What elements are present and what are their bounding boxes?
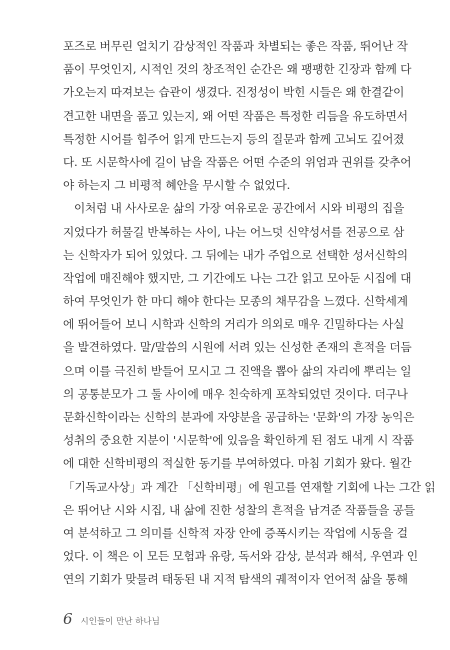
text-line: 지었다가 허물길 반복하는 사이, 나는 어느덧 신약성서를 전공으로 삼 xyxy=(63,224,405,239)
text-line: 었다. 이 책은 이 모든 모험과 유랑, 독서와 감상, 분석과 해석, 우연과 인 xyxy=(63,549,418,564)
text-line: 는 신학자가 되어 있었다. 그 뒤에는 내가 주업으로 선택한 성서신학의 xyxy=(63,247,408,262)
text-line: 여 분석하고 그 의미를 신학적 자장 안에 증폭시키는 작업에 시동을 걸 xyxy=(63,525,408,540)
text-line: 은 뛰어난 시와 시집, 내 삶에 진한 성찰의 흔적을 남겨준 작품들을 공들 xyxy=(63,502,415,517)
text-line: 을 발견하였다. 말/말씀의 시원에 서려 있는 신성한 존재의 흔적을 더듬 xyxy=(63,340,412,355)
text-line: 견고한 내면을 품고 있는지, 왜 어떤 작품은 특정한 리듬을 유도하면서 xyxy=(63,108,408,123)
text-line: 성취의 중요한 지분이 '시문학'에 있음을 확인하게 된 점도 내게 시 작품 xyxy=(63,433,414,448)
page-number: 6 xyxy=(63,610,73,628)
body-text xyxy=(63,35,436,592)
text-line: 가오는지 따져보는 습관이 생겼다. 진정성이 박힌 시들은 왜 한결같이 xyxy=(63,85,405,100)
text-line: 으며 이를 극진히 받들어 모시고 그 진액을 뽑아 삶의 자리에 뿌리는 일 xyxy=(63,363,412,378)
paragraph-start-line: 이처럼 내 사사로운 삶의 가장 여유로운 공간에서 시와 비평의 집을 xyxy=(74,201,405,216)
text-line: 품이 무엇인지, 시적인 것의 창조적인 순간은 왜 팽팽한 긴장과 함께 다 xyxy=(63,62,412,77)
text-line: 포즈로 버무린 얼치기 감상적인 작품과 차별되는 좋은 작품, 뛰어난 작 xyxy=(63,39,408,53)
text-line: 연의 기회가 맞물려 태동된 내 지적 탐색의 궤적이자 언어적 삶을 통해 xyxy=(63,572,408,587)
text-line: 에 대한 신학비평의 적실한 동기를 부여하였다. 마침 기회가 왔다. 월간 xyxy=(63,456,412,471)
text-line: 작업에 매진해야 했지만, 그 기간에도 나는 그간 읽고 모아둔 시집에 대 xyxy=(63,270,412,285)
page-footer xyxy=(63,610,160,630)
text-line: 다. 또 시문학사에 길이 남을 작품은 어떤 수준의 위엄과 권위를 갖추어 xyxy=(63,154,412,169)
text-line: 문화신학이라는 신학의 분과에 자양분을 공급하는 '문화'의 가장 농익은 xyxy=(63,410,415,424)
text-line: 특정한 시어를 힘주어 읽게 만드는지 등의 질문과 함께 고뇌도 깊어졌 xyxy=(63,131,405,146)
paragraph-end-line: 야 하는지 그 비평적 혜안을 무시할 수 없었다. xyxy=(63,178,291,193)
running-title: 시인들이 만난 하나님 xyxy=(80,617,160,627)
text-line: 에 뛰어들어 보니 시학과 신학의 거리가 의외로 매우 긴밀하다는 사실 xyxy=(63,317,405,332)
text-line: 의 공통분모가 그 둘 사이에 매우 친숙하게 포착되었던 것이다. 더구나 xyxy=(63,386,408,401)
text-line: 하여 무엇인가 한 마디 해야 한다는 모종의 채무감을 느꼈다. 신학세계 xyxy=(63,294,408,309)
text-line: 「기독교사상」과 계간 「신학비평」에 원고를 연재할 기회에 나는 그간 읽 xyxy=(63,479,436,494)
